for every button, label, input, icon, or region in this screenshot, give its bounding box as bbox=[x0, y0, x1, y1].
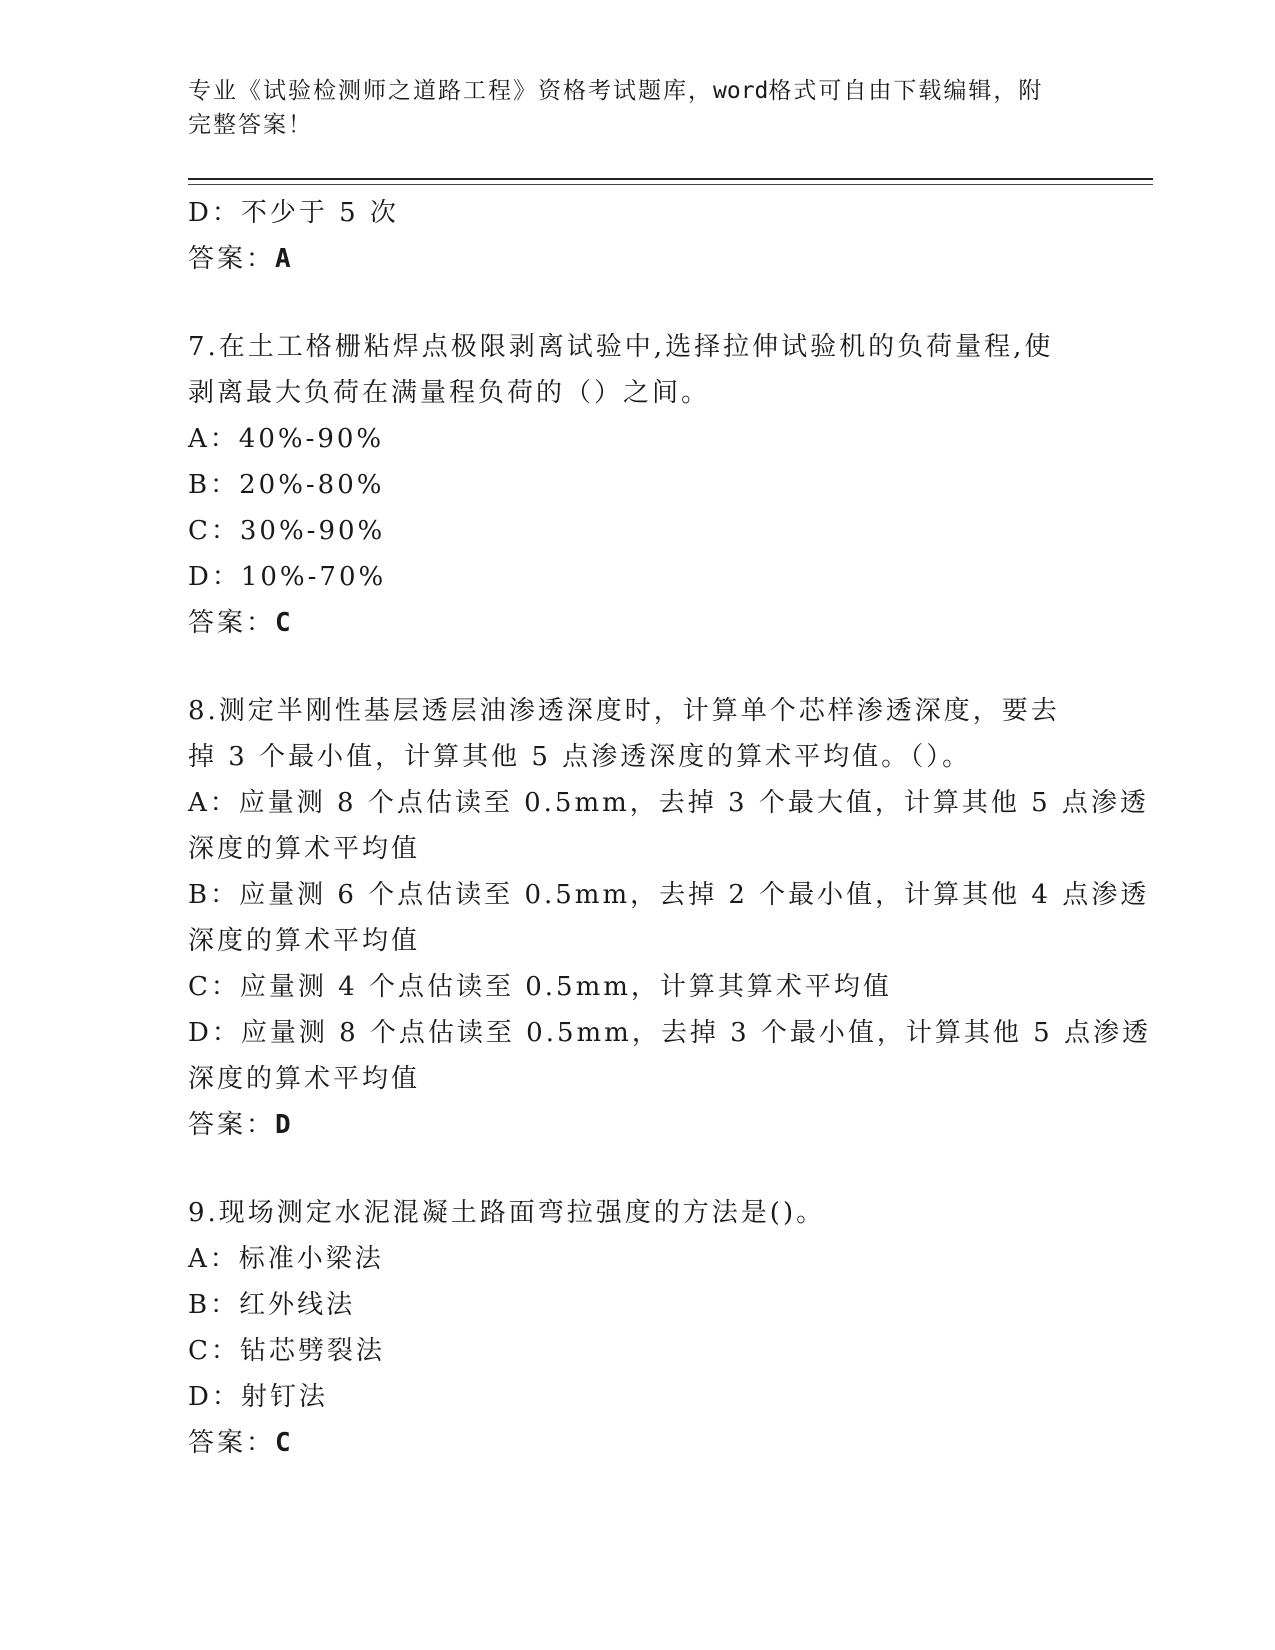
q7-option-c: C：30%-90% bbox=[188, 516, 386, 546]
header-rule-thin bbox=[188, 184, 1153, 185]
spacer bbox=[188, 1148, 1068, 1190]
q9-option-a: A：标准小梁法 bbox=[188, 1244, 384, 1274]
q8-option-a-line2: 深度的算术平均值 bbox=[188, 834, 421, 864]
q8-option-b-line1: B：应量测 6 个点估读至 0.5mm，去掉 2 个最小值，计算其他 4 点渗透 bbox=[188, 880, 1150, 910]
q8-answer-value: D bbox=[275, 1110, 294, 1140]
q8-option-d-line1: D：应量测 8 个点估读至 0.5mm，去掉 3 个最小值，计算其他 5 点渗透 bbox=[188, 1018, 1151, 1048]
q7-stem-line1: 7.在土工格栅粘焊点极限剥离试验中,选择拉伸试验机的负荷量程,使 bbox=[188, 332, 1054, 362]
header-text-part2: 格式可自由下载编辑，附完整答案！ bbox=[188, 78, 1044, 138]
header-rule-thick bbox=[188, 178, 1153, 180]
q6-answer bbox=[188, 236, 1068, 282]
q7-answer-value: C bbox=[275, 608, 294, 638]
q8-option-a-line1: A：应量测 8 个点估读至 0.5mm，去掉 3 个最大值，计算其他 5 点渗透 bbox=[188, 788, 1149, 818]
q7-stem-line2: 剥离最大负荷在满量程负荷的（）之间。 bbox=[188, 378, 711, 408]
q9-answer bbox=[188, 1420, 1068, 1466]
q9-answer-value: C bbox=[275, 1428, 294, 1458]
q9-option-b: B：红外线法 bbox=[188, 1290, 356, 1320]
header-text-part1: 专业《试验检测师之道路工程》资格考试题库， bbox=[188, 78, 713, 104]
q7-option-d: D：10%-70% bbox=[188, 562, 387, 592]
header-text-word: word bbox=[713, 78, 769, 104]
q8-stem-line2: 掉 3 个最小值，计算其他 5 点渗透深度的算术平均值。（）。 bbox=[188, 742, 972, 772]
q9-answer-label: 答案： bbox=[188, 1428, 276, 1458]
spacer bbox=[188, 282, 1068, 324]
question-content bbox=[188, 190, 1151, 1466]
page-header bbox=[188, 74, 1068, 142]
q8-option-d-line2: 深度的算术平均值 bbox=[188, 1064, 421, 1094]
q6-answer-value: A bbox=[275, 244, 294, 274]
q9-option-d: D：射钉法 bbox=[188, 1382, 328, 1412]
q8-option-c: C：应量测 4 个点估读至 0.5mm，计算其算术平均值 bbox=[188, 972, 892, 1002]
q8-answer bbox=[188, 1102, 1068, 1148]
q6-answer-label: 答案： bbox=[188, 244, 276, 274]
q9-option-c: C：钻芯劈裂法 bbox=[188, 1336, 385, 1366]
q6-option-d: D：不少于 5 次 bbox=[188, 198, 399, 228]
q8-option-b-line2: 深度的算术平均值 bbox=[188, 926, 421, 956]
q8-stem-line1: 8.测定半刚性基层透层油渗透深度时，计算单个芯样渗透深度，要去 bbox=[188, 696, 1060, 726]
q7-answer-label: 答案： bbox=[188, 608, 276, 638]
q9-stem: 9.现场测定水泥混凝土路面弯拉强度的方法是()。 bbox=[188, 1198, 826, 1228]
q7-answer bbox=[188, 600, 1068, 646]
q7-option-a: A：40%-90% bbox=[188, 424, 385, 454]
q7-option-b: B：20%-80% bbox=[188, 470, 385, 500]
spacer bbox=[188, 646, 1068, 688]
q8-answer-label: 答案： bbox=[188, 1110, 276, 1140]
